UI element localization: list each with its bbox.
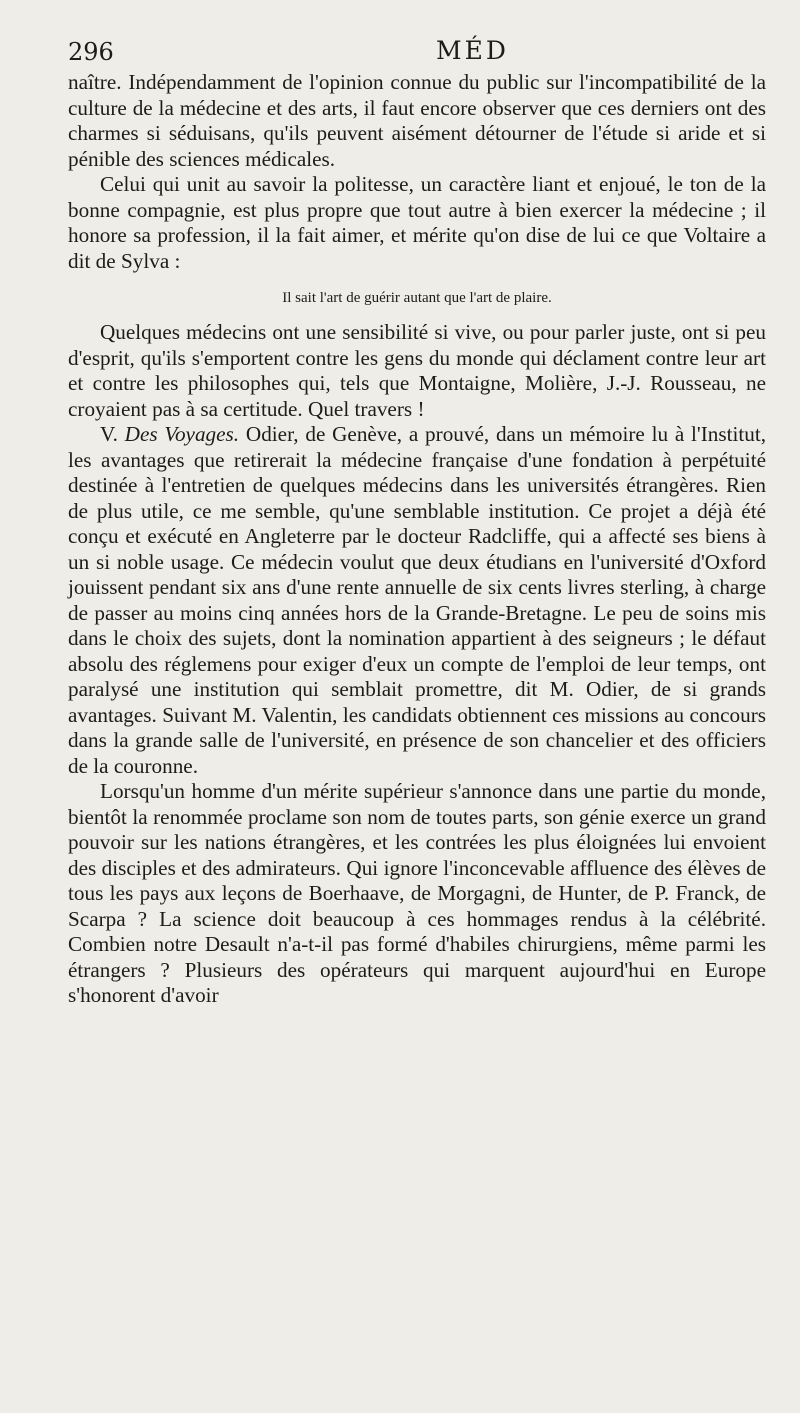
paragraph-2: Celui qui unit au savoir la politesse, un caractère liant et enjoué, le ton de la bonne compagnie, est plus propre que tout autre à bien exercer la médecine ; il honore sa profession, il la fait aimer, et mérite qu'on dise de lui ce que Voltaire a dit de Sylva :: [68, 172, 766, 273]
paragraph-3: Quelques médecins ont une sensibilité si vive, ou pour parler juste, ont si peu d'esprit, qu'ils s'emportent contre les gens du monde qui déclament contre leur art et contre les philosophes qui, tels que Montaigne, Molière, J.-J. Rousseau, ne croyaient pas à sa certitude. Quel travers !: [68, 320, 766, 421]
section-number: V.: [100, 422, 118, 446]
verse-quote: Il sait l'art de guérir autant que l'art de plaire.: [282, 290, 552, 306]
page-body: [68, 70, 766, 1009]
section-heading: Des Voyages.: [124, 422, 240, 446]
page-header: [68, 34, 768, 70]
paragraph-5: Lorsqu'un homme d'un mérite supérieur s'annonce dans une partie du monde, bientôt la renommée proclame son nom de toutes parts, son génie exerce un grand pouvoir sur les nations étrangères, et les contrées les plus éloignées lui envoient des disciples et des admirateurs. Qui ignore l'inconcevable affluence des élèves de tous les pays aux leçons de Boerhaave, de Morgagni, de Hunter, de P. Franck, de Scarpa ? La science doit beaucoup à ces hommages rendus à la célébrité. Combien notre Desault n'a-t-il pas formé d'habiles chirurgiens, même parmi les étrangers ? Plusieurs des opérateurs qui marquent aujourd'hui en Europe s'honorent d'avoir: [68, 779, 766, 1007]
page-number: 296: [68, 38, 114, 66]
running-head: MÉD: [436, 36, 509, 65]
paragraph-1: naître. Indépendamment de l'opinion connue du public sur l'incompatibilité de la culture de la médecine et des arts, il faut encore observer que ces derniers ont des charmes si séduisans, qu'ils peuvent aisément détourner de l'étude si aride et si pénible des sciences médicales.: [68, 70, 766, 171]
paragraph-4: [68, 422, 766, 779]
paragraph-4-text: Odier, de Genève, a prouvé, dans un mémoire lu à l'Institut, les avantages que retirerait la médecine française d'une fondation à perpétuité destinée à l'entretien de quelques médecins dans les universités étrangères. Rien de plus utile, ce me semble, qu'une semblable institution. Ce projet a déjà été conçu et exécuté en Angleterre par le docteur Radcliffe, qui a affecté ses biens à un si noble usage. Ce médecin voulut que deux étudians en l'université d'Oxford jouissent pendant six ans d'une rente annuelle de six cents livres sterling, à charge de passer au moins cinq années hors de la Grande-Bretagne. Le peu de soins mis dans le choix des sujets, dont la nomination appartient à des seigneurs ; le défaut absolu des réglemens pour exiger d'eux un compte de l'emploi de leur temps, ont paralysé une institution qui semblait promettre, dit M. Odier, de si grands avantages. Suivant M. Valentin, les candidats obtiennent ces missions au concours dans la grande salle de l'université, en présence de son chancelier et des officiers de la couronne.: [68, 422, 767, 778]
